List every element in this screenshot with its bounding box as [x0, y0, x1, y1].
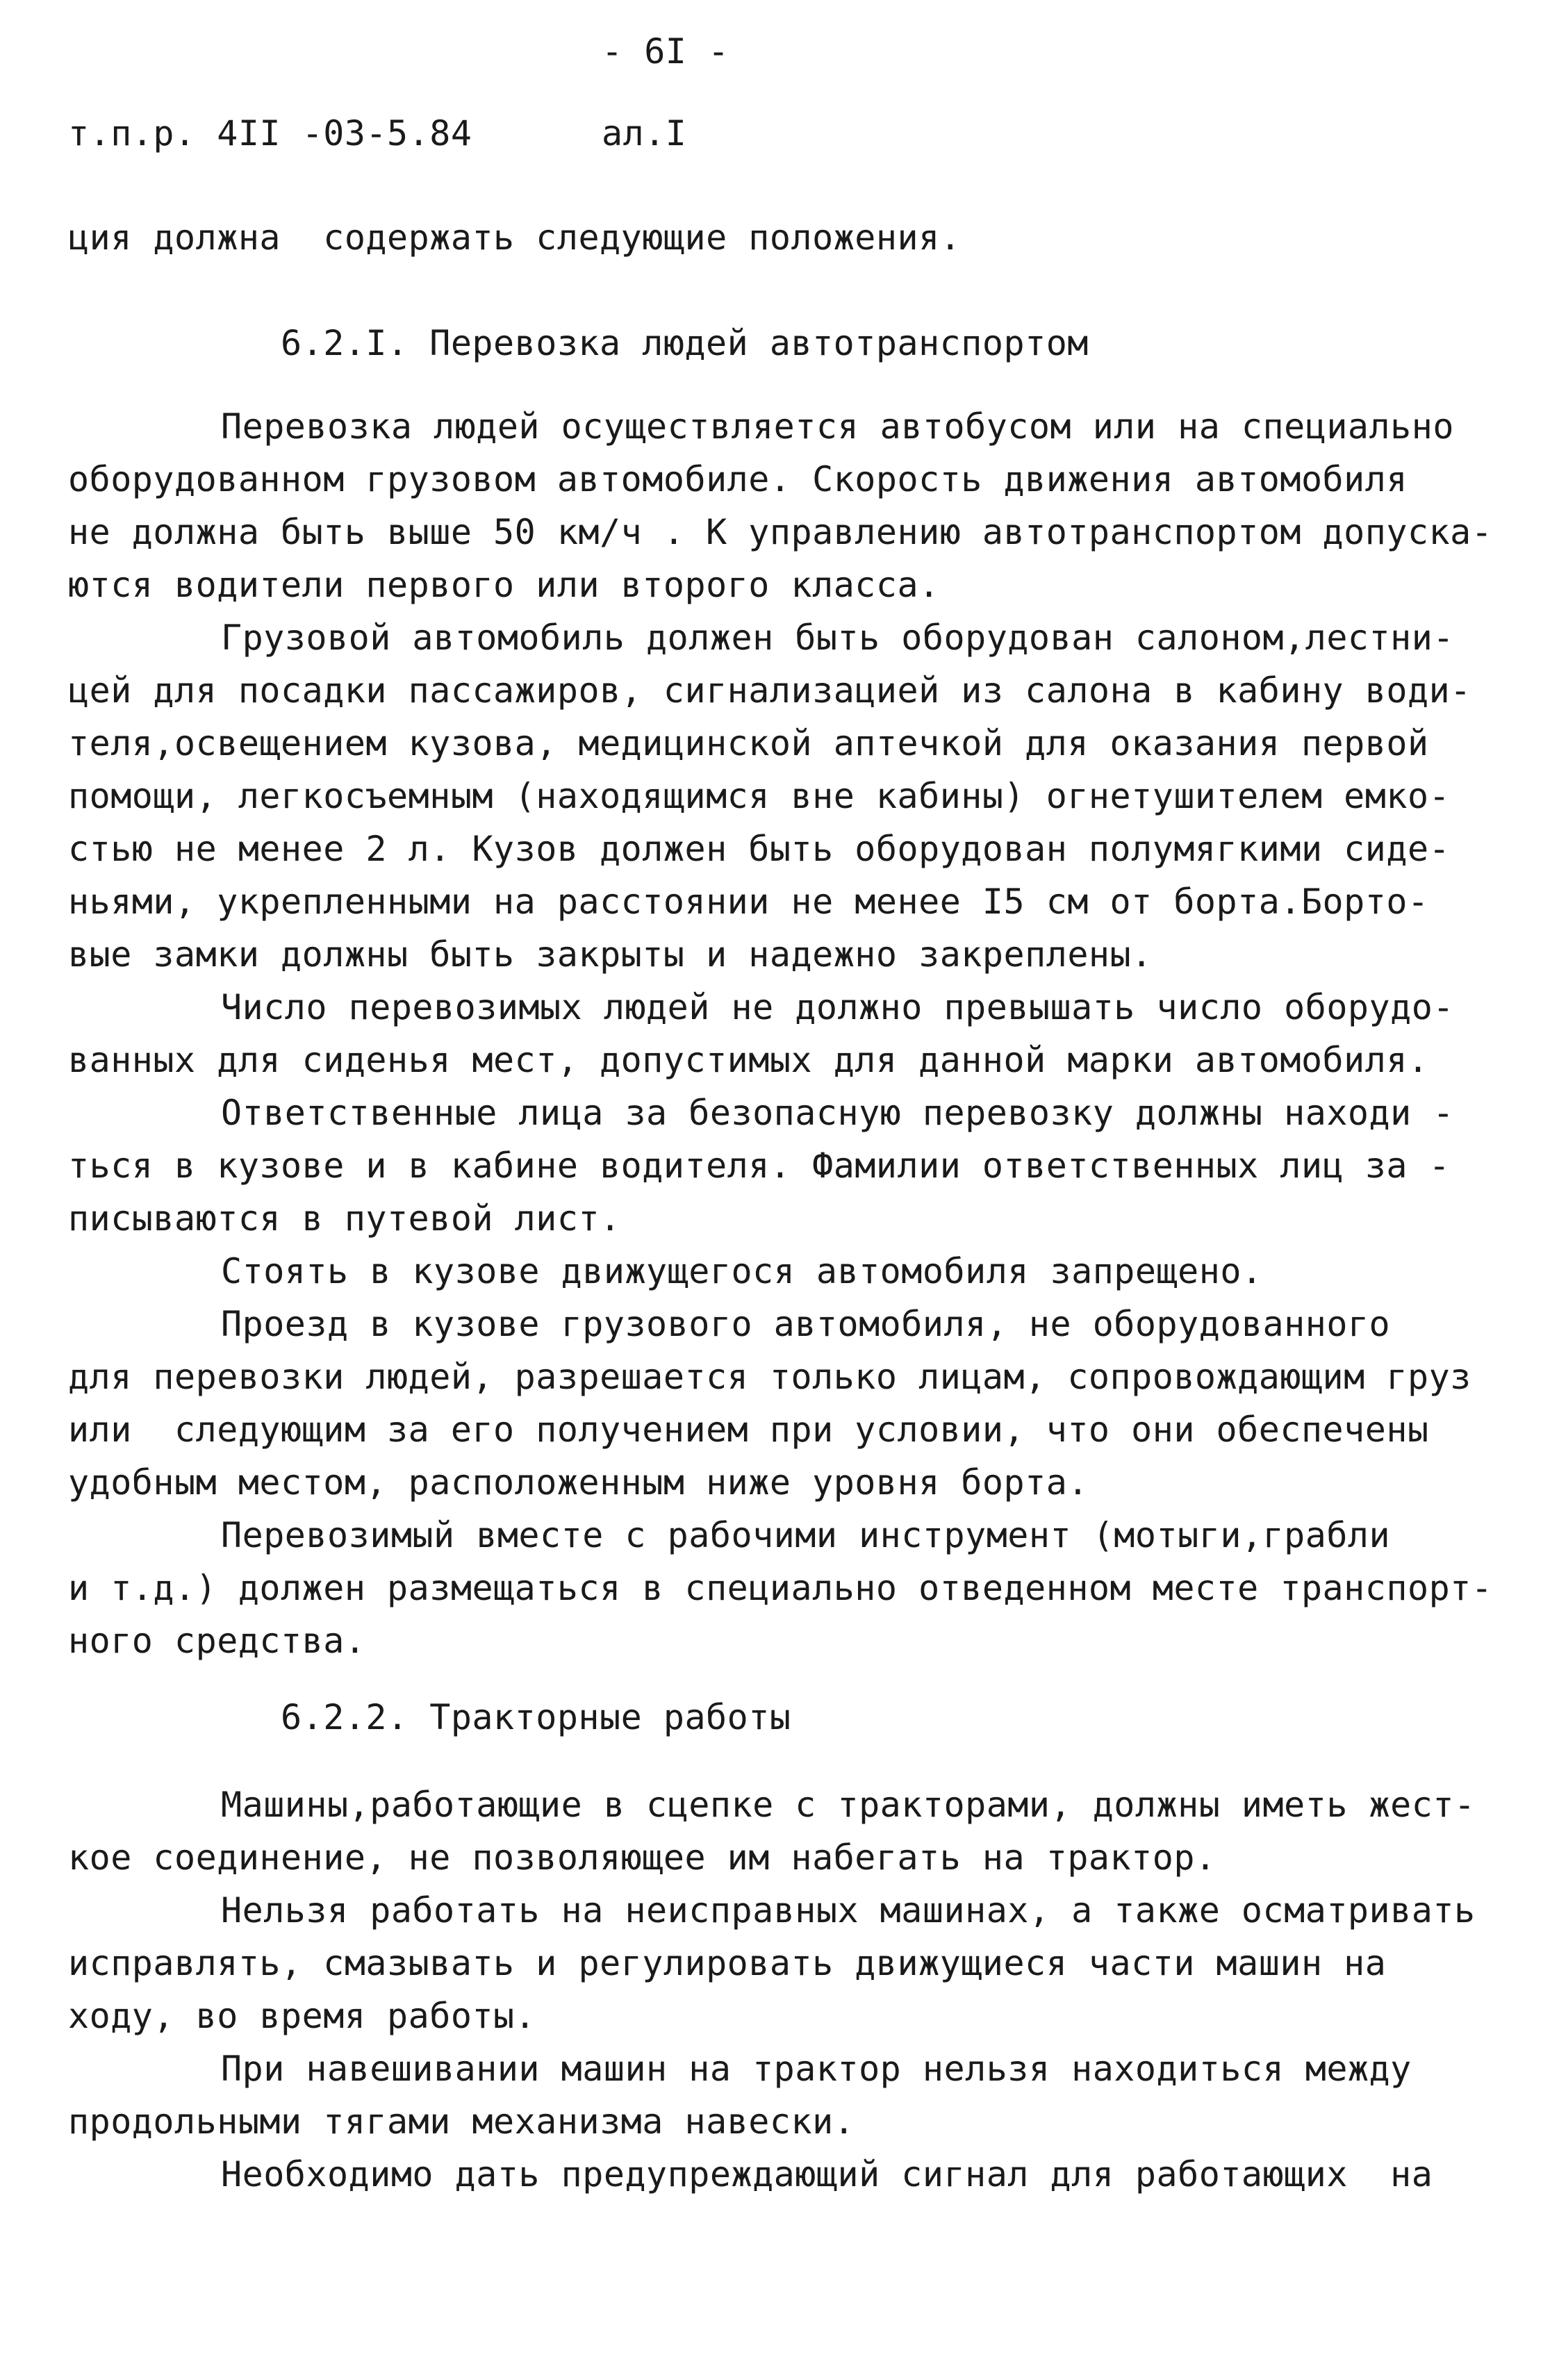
text-line: Стоять в кузове движущегося автомобиля запрещено. — [221, 1251, 1263, 1291]
text-line: Проезд в кузове грузового автомобиля, не оборудованного — [221, 1304, 1391, 1344]
text-line: стью не менее 2 л. Кузов должен быть оборудован полумягкими сиде- — [68, 829, 1451, 869]
page-number: - 6I - — [602, 31, 729, 72]
text-line: удобным местом, расположенным ниже уровня борта. — [68, 1462, 1089, 1503]
document-reference: т.п.р. 4II -03-5.84 — [68, 113, 472, 154]
text-line: цей для посадки пассажиров, сигнализацией из салона в кабину води- — [68, 670, 1471, 711]
text-line: Грузовой автомобиль должен быть оборудован салоном,лестни- — [221, 618, 1454, 658]
text-line: ются водители первого или второго класса. — [68, 565, 940, 605]
text-line: помощи, легкосъемным (находящимся вне кабины) огнетушителем емко- — [68, 776, 1451, 816]
sheet-reference: ал.I — [602, 113, 687, 154]
text-line: Необходимо дать предупреждающий сигнал для работающих на — [221, 2154, 1433, 2195]
text-line: При навешивании машин на трактор нельзя находиться между — [221, 2049, 1412, 2089]
text-line: не должна быть выше 50 км/ч . К управлению автотранспортом допуска- — [68, 512, 1493, 552]
text-line: Нельзя работать на неисправных машинах, а также осматривать — [221, 1890, 1476, 1931]
text-line: оборудованном грузовом автомобиле. Скорость движения автомобиля — [68, 459, 1408, 499]
intro-line: ция должна содержать следующие положения. — [68, 217, 962, 258]
text-line: ться в кузове и в кабине водителя. Фамилии ответственных лиц за - — [68, 1146, 1451, 1186]
text-line: для перевозки людей, разрешается только лицам, сопровождающим груз — [68, 1357, 1471, 1397]
text-line: Ответственные лица за безопасную перевозку должны находи - — [221, 1093, 1454, 1133]
text-line: писываются в путевой лист. — [68, 1198, 621, 1239]
text-line: Перевозимый вместе с рабочими инструмент (мотыги,грабли — [221, 1515, 1391, 1555]
text-line: ходу, во время работы. — [68, 1996, 536, 2036]
section-heading-transport: 6.2.I. Перевозка людей автотранспортом — [281, 323, 1089, 363]
text-line: ного средства. — [68, 1621, 366, 1661]
text-line: кое соединение, не позволяющее им набегать на трактор. — [68, 1837, 1216, 1878]
text-line: Машины,работающие в сцепке с тракторами, должны иметь жест- — [221, 1785, 1476, 1825]
section-heading-tractor: 6.2.2. Тракторные работы — [281, 1697, 791, 1737]
text-line: продольными тягами механизма навески. — [68, 2101, 855, 2142]
text-line: Перевозка людей осуществляется автобусом или на специально — [221, 406, 1454, 447]
text-line: Число перевозимых людей не должно превышать число оборудо- — [221, 987, 1454, 1027]
text-line: или следующим за его получением при условии, что они обеспечены — [68, 1410, 1429, 1450]
text-line: исправлять, смазывать и регулировать движущиеся части машин на — [68, 1943, 1387, 1983]
text-line: вые замки должны быть закрыты и надежно закреплены. — [68, 934, 1153, 975]
text-line: ванных для сиденья мест, допустимых для данной марки автомобиля. — [68, 1040, 1429, 1080]
text-line: и т.д.) должен размещаться в специально отведенном месте транспорт- — [68, 1568, 1493, 1608]
text-line: теля,освещением кузова, медицинской аптечкой для оказания первой — [68, 723, 1429, 763]
text-line: ньями, укрепленными на расстоянии не менее I5 см от борта.Борто- — [68, 882, 1429, 922]
